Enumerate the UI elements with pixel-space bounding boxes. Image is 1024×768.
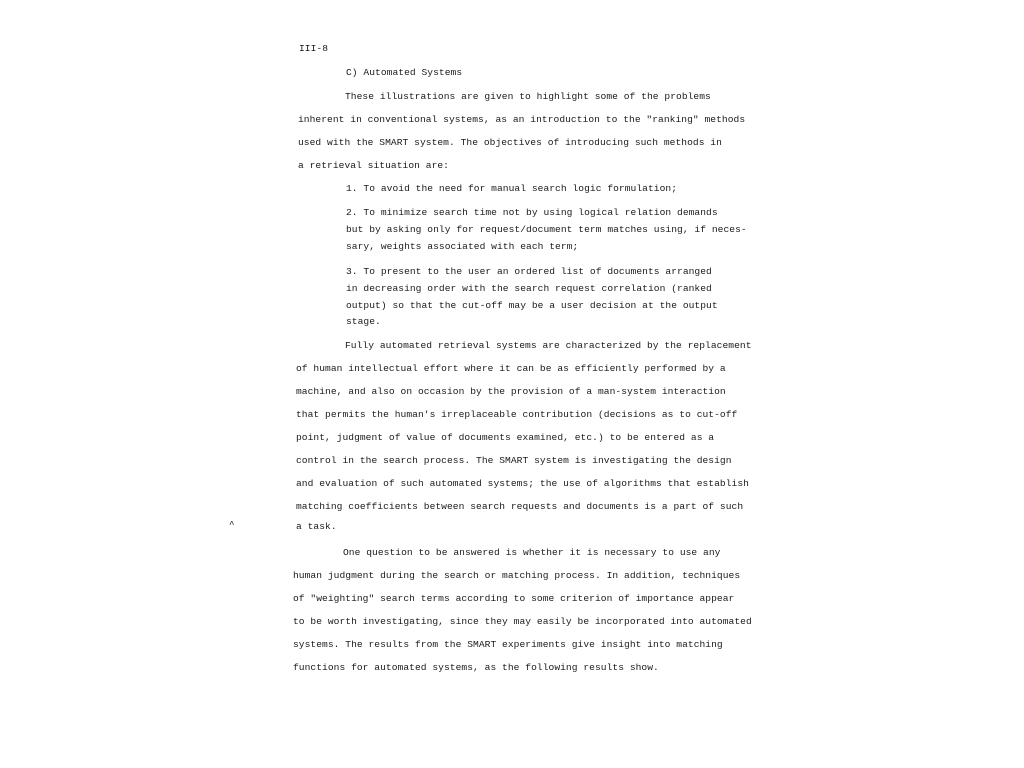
text-line: that permits the human's irreplaceable contribution (decisions as to cut-off xyxy=(296,409,738,420)
text-line: stage. xyxy=(346,316,381,327)
text-line: These illustrations are given to highlight some of the problems xyxy=(345,91,711,102)
list-item: 3. To present to the user an ordered list of documents arranged xyxy=(346,266,712,277)
text-line: used with the SMART system. The objectives of introducing such methods in xyxy=(298,137,722,148)
text-line: sary, weights associated with each term; xyxy=(346,241,579,252)
text-line: Fully automated retrieval systems are characterized by the replacement xyxy=(345,340,752,351)
list-item: 1. To avoid the need for manual search logic formulation; xyxy=(346,183,678,194)
text-line: a task. xyxy=(296,521,337,532)
text-line: inherent in conventional systems, as an introduction to the "ranking" methods xyxy=(298,114,746,125)
text-line: in decreasing order with the search request correlation (ranked xyxy=(346,283,712,294)
text-line: functions for automated systems, as the following results show. xyxy=(293,662,659,673)
text-line: One question to be answered is whether it is necessary to use any xyxy=(343,547,721,558)
text-line: but by asking only for request/document term matches using, if neces- xyxy=(346,224,747,235)
text-line: and evaluation of such automated systems; the use of algorithms that establish xyxy=(296,478,749,489)
text-line: systems. The results from the SMART experiments give insight into matching xyxy=(293,639,723,650)
margin-mark: ^ xyxy=(229,520,235,530)
text-line: control in the search process. The SMART system is investigating the design xyxy=(296,455,732,466)
text-line: a retrieval situation are: xyxy=(298,160,449,171)
list-item: 2. To minimize search time not by using logical relation demands xyxy=(346,207,718,218)
section-heading: C) Automated Systems xyxy=(346,67,463,78)
text-line: point, judgment of value of documents examined, etc.) to be entered as a xyxy=(296,432,715,443)
text-line: machine, and also on occasion by the provision of a man-system interaction xyxy=(296,386,726,397)
page-number: III-8 xyxy=(299,43,329,54)
text-line: matching coefficients between search requests and documents is a part of such xyxy=(296,501,744,512)
text-line: output) so that the cut-off may be a user decision at the output xyxy=(346,300,718,311)
text-line: to be worth investigating, since they may easily be incorporated into automated xyxy=(293,616,752,627)
text-line: of "weighting" search terms according to some criterion of importance appear xyxy=(293,593,735,604)
text-line: of human intellectual effort where it can be as efficiently performed by a xyxy=(296,363,726,374)
text-line: human judgment during the search or matching process. In addition, techniques xyxy=(293,570,741,581)
